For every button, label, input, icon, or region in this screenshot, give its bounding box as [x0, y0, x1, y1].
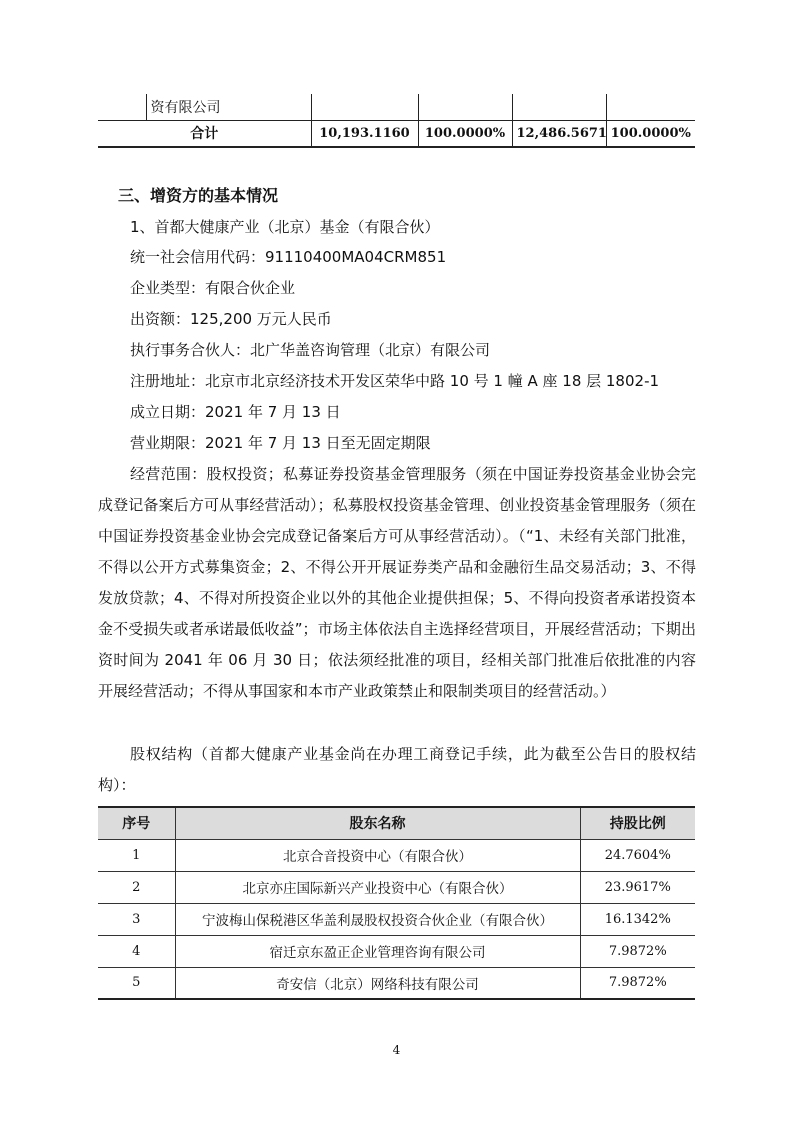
registered-address: 注册地址：北京市北京经济技术开发区荣华中路 10 号 1 幢 A 座 18 层 1802-1: [130, 372, 660, 390]
row-number: 1: [98, 839, 175, 871]
shareholder-name: 北京合音投资中心（有限合伙）: [175, 839, 580, 871]
page-number: 4: [392, 1043, 401, 1057]
credit-code: 统一社会信用代码：91110400MA04CRM851: [130, 248, 447, 266]
shareholder-name: 奇安信（北京）网络科技有限公司: [175, 967, 580, 999]
total-ratio-before: 100.0000%: [418, 120, 512, 147]
total-capital-after: 12,486.5671: [512, 120, 606, 147]
header-shareholder-name: 股东名称: [175, 807, 580, 839]
table-row: [98, 935, 695, 967]
total-ratio-after: 100.0000%: [606, 120, 695, 147]
row-number: 4: [98, 935, 175, 967]
establish-date: 成立日期：2021 年 7 月 13 日: [130, 403, 341, 421]
business-scope: 经营范围：股权投资；私募证券投资基金管理服务（须在中国证券投资基金业协会完成登记备案后方可从事经营活动）；私募股权投资基金管理、创业投资基金管理服务（须在中国证券投资基金业协会完成登记备案后方可从事经营活动）。（“1、未经有关部门批准，不得以公开方式募集资金；2、不得公开开展证券类产品和金融衍生品交易活动；3、不得发放贷款；4、不得对所投资企业以外的其他企业提供担保；5、不得向投资者承诺投资本金不受损失或者承诺最低收益”；市场主体依法自主选择经营项目，开展经营活动；下期出资时间为 2041 年 06 月 30 日；依法须经批准的项目，经相关部门批准后依批准的内容开展经营活动；不得从事国家和本市产业政策禁止和限制类项目的经营活动。）: [98, 465, 696, 700]
table-row: [98, 839, 695, 871]
section-heading: 三、增资方的基本情况: [118, 186, 279, 205]
row-number: 3: [98, 903, 175, 935]
shareholder-name-continued: 资有限公司: [146, 94, 311, 120]
shareholder-name: 宿迁京东盈正企业管理咨询有限公司: [175, 935, 580, 967]
table-row: [98, 94, 695, 120]
shareholder-name: 北京亦庄国际新兴产业投资中心（有限合伙）: [175, 871, 580, 903]
table-header-row: [98, 807, 695, 839]
executive-partner: 执行事务合伙人：北广华盖咨询管理（北京）有限公司: [130, 341, 491, 359]
header-number: 序号: [98, 807, 175, 839]
row-number: 5: [98, 967, 175, 999]
header-holding-ratio: 持股比例: [580, 807, 695, 839]
total-label: 合计: [98, 120, 311, 147]
holding-ratio: 16.1342%: [580, 903, 695, 935]
holding-ratio: 7.9872%: [580, 967, 695, 999]
total-row: [98, 120, 695, 147]
holding-ratio: 7.9872%: [580, 935, 695, 967]
holding-ratio: 23.9617%: [580, 871, 695, 903]
table-row: [98, 903, 695, 935]
row-number: 2: [98, 871, 175, 903]
business-term: 营业期限：2021 年 7 月 13 日至无固定期限: [130, 434, 431, 452]
holding-ratio: 24.7604%: [580, 839, 695, 871]
entity-title: 1、首都大健康产业（北京）基金（有限合伙）: [130, 218, 440, 236]
shareholder-name: 宁波梅山保税港区华盖利晟股权投资合伙企业（有限合伙）: [175, 903, 580, 935]
capital-structure-table: [98, 94, 695, 148]
equity-structure-note: 股权结构（首都大健康产业基金尚在办理工商登记手续，此为截至公告日的股权结构）：: [98, 745, 696, 794]
shareholder-table: [98, 806, 695, 1000]
total-capital-before: 10,193.1160: [311, 120, 418, 147]
capital-amount: 出资额：125,200 万元人民币: [130, 310, 332, 328]
enterprise-type: 企业类型：有限合伙企业: [130, 279, 296, 297]
table-row: [98, 967, 695, 999]
table-row: [98, 871, 695, 903]
